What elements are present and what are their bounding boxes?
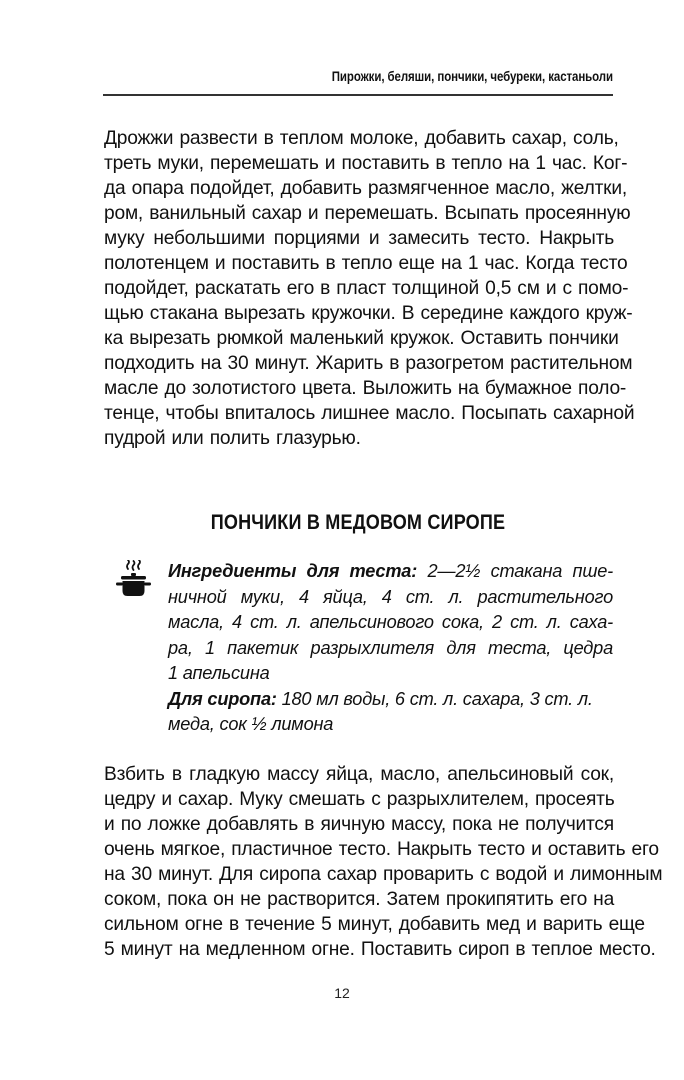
ingredient-line: меда, сок ½ лимона [168, 714, 334, 734]
method-line: соком, пока он не растворится. Затем прокипятить его на [104, 889, 615, 910]
intro-line: щью стакана вырезать кружочки. В середине каждого круж- [104, 303, 633, 324]
method-line: Взбить в гладкую массу яйца, масло, апельсиновый сок, [104, 764, 614, 785]
method-line: цедру и сахар. Муку смешать с разрыхлителем, просеять [104, 789, 615, 810]
ingredient-line: 1 апельсина [168, 663, 270, 683]
running-header: Пирожки, беляши, пончики, чебуреки, кастаньоли [331, 68, 613, 84]
intro-paragraph [104, 126, 635, 451]
syrup-ingredients-text: 180 мл воды, 6 ст. л. сахара, 3 ст. л. [276, 688, 593, 709]
intro-line: подходить на 30 минут. Жарить в разогретом растительном [104, 353, 633, 374]
method-line: сильном огне в течение 5 минут, добавить мед и варить еще [104, 914, 645, 935]
intro-line: ром, ванильный сахар и перемешать. Всыпать просеянную [104, 203, 631, 224]
ingredient-line: ничной муки, 4 яйца, 4 ст. л. растительного [168, 586, 613, 607]
intro-line: масле до золотистого цвета. Выложить на бумажное поло- [104, 378, 627, 399]
method-line: и по ложке добавлять в яичную массу, пока не получится [104, 814, 614, 835]
intro-line: да опара подойдет, добавить размягченное масло, желтки, [104, 178, 628, 199]
intro-line: пудрой или полить глазурью. [104, 428, 361, 449]
recipe-title: ПОНЧИКИ В МЕДОВОМ СИРОПЕ [210, 511, 506, 534]
syrup-ingredients-label: Для сиропа: [168, 688, 277, 709]
intro-line: полотенцем и поставить в тепло еще на 1 час. Когда тесто [104, 253, 628, 274]
intro-line: Дрожжи развести в теплом молоке, добавить сахар, соль, [104, 128, 619, 149]
intro-line: треть муки, перемешать и поставить в тепло на 1 час. Ког- [104, 153, 628, 174]
ingredients-block [168, 559, 613, 738]
method-line: очень мягкое, пластичное тесто. Накрыть тесто и оставить его [104, 839, 659, 860]
intro-line: муку небольшими порциями и замесить тесто. Накрыть [104, 228, 614, 249]
method-line: 5 минут на медленном огне. Поставить сироп в теплое место. [104, 939, 656, 960]
intro-line: ка вырезать рюмкой маленький кружок. Оставить пончики [104, 328, 619, 349]
header-rule [103, 94, 613, 96]
intro-line: тенце, чтобы впиталось лишнее масло. Посыпать сахарной [104, 403, 635, 424]
method-line: на 30 минут. Для сиропа сахар проварить с водой и лимонным [104, 864, 663, 885]
page-number: 12 [334, 985, 350, 1001]
dough-ingredients-label: Ингредиенты для теста: [168, 561, 418, 581]
ingredient-line [168, 687, 613, 713]
dough-ingredients-text: 2—2½ стакана пше- [417, 561, 614, 581]
ingredient-line: масла, 4 ст. л. апельсинового сока, 2 ст. л. саха- [168, 612, 613, 632]
ingredient-line [168, 559, 613, 585]
intro-line: подойдет, раскатать его в пласт толщиной 0,5 см и с помо- [104, 278, 629, 299]
ingredient-line: ра, 1 пакетик разрыхлителя для теста, цедра [168, 637, 613, 658]
method-paragraph [104, 762, 663, 962]
cooking-pot-icon [115, 560, 151, 598]
